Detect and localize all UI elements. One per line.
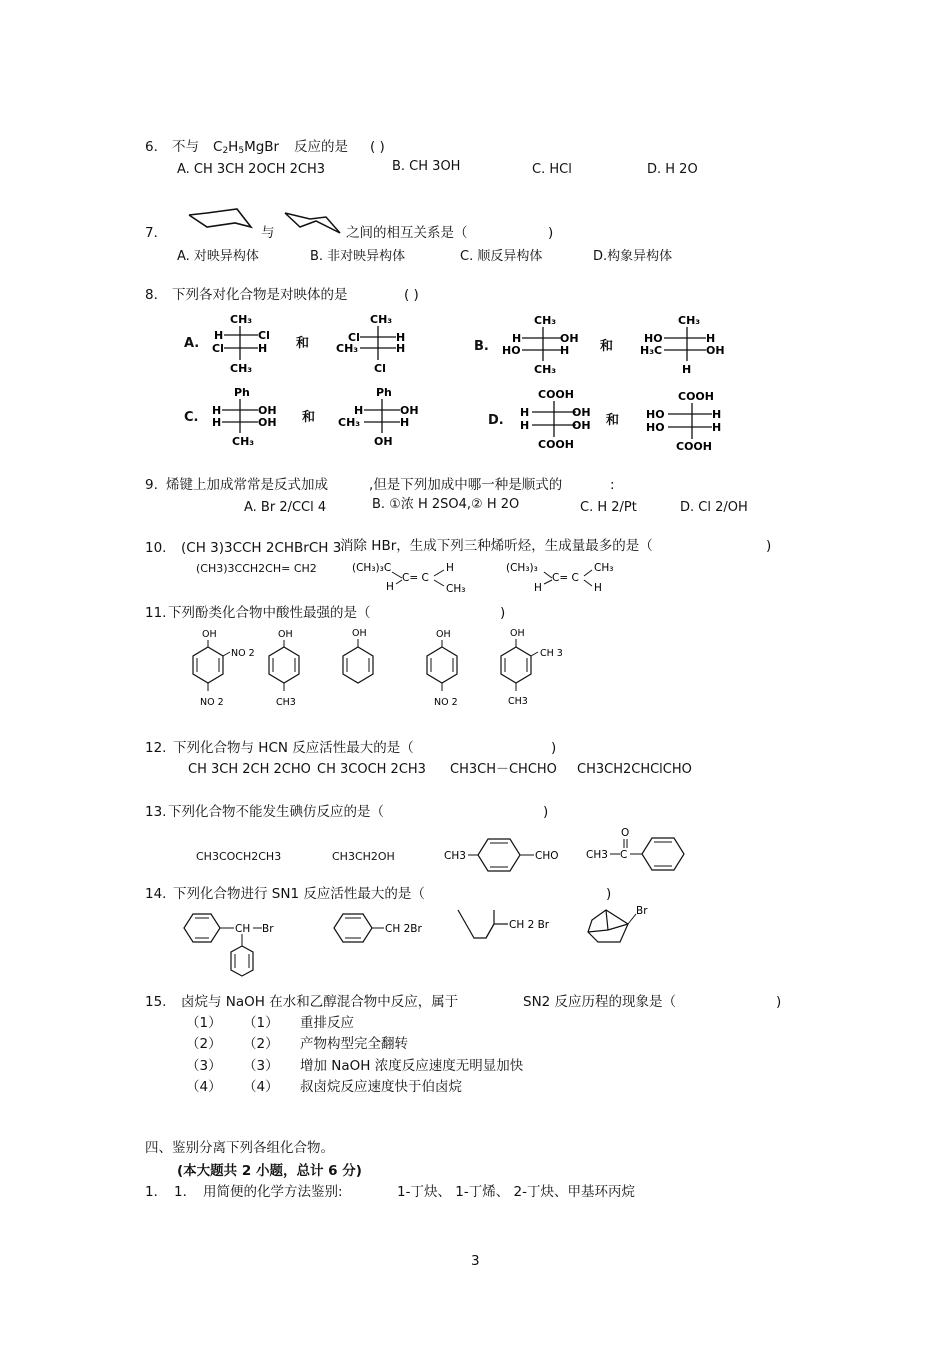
svg-text:H: H (214, 329, 224, 342)
svg-text:NO 2: NO 2 (231, 648, 255, 659)
q8-label-d: D. (488, 413, 504, 428)
section4-q1-items: 1-丁炔、 1-丁烯、 2-丁炔、甲基环丙烷 (397, 1184, 635, 1200)
q15-item-3-b: （3） (243, 1058, 279, 1074)
q15-item-4-a: （4） (186, 1079, 222, 1095)
q15-item-4-text: 叔卤烷反应速度快于伯卤烷 (300, 1079, 462, 1095)
svg-text:H: H (560, 344, 570, 357)
q6-option-c: C. HCl (532, 162, 572, 177)
q9-option-d: D. Cl 2/OH (680, 500, 748, 515)
q10-close: ) (766, 538, 772, 554)
q7-text: 之间的相互关系是（ (346, 225, 468, 241)
svg-text:CH3: CH3 (444, 850, 466, 862)
q14-text: 下列化合物进行 SN1 反应活性最大的是（ (173, 886, 425, 902)
q14-number: 14. (145, 886, 167, 902)
fischer-d1 (510, 387, 600, 451)
svg-text:CH₃: CH₃ (232, 435, 255, 448)
svg-text:CH₃: CH₃ (446, 583, 466, 595)
svg-text:H: H (534, 582, 542, 594)
svg-text:H: H (400, 416, 410, 429)
svg-text:COOH: COOH (538, 438, 574, 451)
q12-option-3: CH3CH－CHCHO (450, 762, 557, 777)
svg-text:C= C: C= C (402, 572, 429, 584)
svg-text:HO: HO (646, 421, 665, 434)
svg-text:Cl: Cl (348, 331, 360, 344)
fischer-a1 (208, 312, 288, 376)
q6-reagent: $C_2H_5MgBr$ (213, 139, 280, 156)
svg-text:Ph: Ph (234, 386, 250, 399)
q6-text: 不与 (172, 139, 199, 155)
q15-item-3-a: （3） (186, 1058, 222, 1074)
svg-text:H₃C: H₃C (640, 344, 663, 357)
svg-text:HO: HO (502, 344, 521, 357)
q8-label-a: A. (184, 336, 200, 351)
svg-text:CH₃: CH₃ (336, 342, 359, 355)
svg-text:CH₃: CH₃ (338, 416, 361, 429)
section4-q1-text: 用简便的化学方法鉴别: (203, 1184, 343, 1200)
svg-text:OH: OH (258, 416, 277, 429)
q8-and-4: 和 (606, 413, 620, 428)
svg-text:OH: OH (278, 629, 293, 640)
svg-text:COOH: COOH (538, 388, 574, 401)
q11-close: ) (500, 605, 506, 621)
svg-text:NO 2: NO 2 (200, 697, 224, 708)
svg-text:OH: OH (560, 332, 579, 345)
q7-and: 与 (261, 225, 275, 241)
q15-text: 卤烷与 NaOH 在水和乙醇混合物中反应，属于 (181, 994, 459, 1010)
svg-text:H: H (520, 419, 530, 432)
q8-text: 下列各对化合物是对映体的是 (172, 287, 348, 303)
q8-and-1: 和 (296, 336, 310, 351)
svg-text:CH₃: CH₃ (370, 313, 393, 326)
q8-number: 8． (145, 287, 168, 303)
svg-text:CH₃: CH₃ (534, 363, 557, 376)
svg-text:(CH₃)₃C: (CH₃)₃C (352, 562, 392, 574)
svg-text:H: H (386, 581, 394, 593)
fischer-a2 (330, 312, 415, 376)
phenol-4-nitro (427, 629, 458, 708)
svg-text:OH: OH (706, 344, 725, 357)
svg-text:Br: Br (262, 923, 274, 935)
q15-close: ) (776, 994, 782, 1010)
svg-text:NO 2: NO 2 (434, 697, 458, 708)
chair-conformation-2 (282, 205, 344, 235)
svg-text:OH: OH (400, 404, 419, 417)
q8-label-c: C. (184, 410, 199, 425)
svg-text:CH3: CH3 (508, 696, 528, 707)
q10-formula: (CH 3)3CCH 2CHBrCH 3 (181, 540, 342, 556)
svg-text:H: H (594, 582, 602, 594)
svg-text:H: H (706, 332, 716, 345)
svg-text:C: C (620, 849, 628, 861)
svg-text:H: H (446, 562, 454, 574)
svg-text:H: H (258, 342, 268, 355)
svg-text:CH₃: CH₃ (534, 314, 557, 327)
svg-text:Cl: Cl (258, 329, 270, 342)
chair-conformation-1 (185, 203, 255, 235)
q6-option-d: D. H 2O (647, 162, 698, 177)
svg-text:OH: OH (572, 406, 591, 419)
q13-option-1: CH3COCH2CH3 (196, 850, 282, 863)
svg-text:CH3: CH3 (586, 849, 608, 861)
q9-option-b: B. ①浓 H 2SO4,② H 2O (372, 497, 520, 512)
q10-alkene-1: (CH3)3CCH2CH= CH2 (196, 562, 317, 575)
p-tolualdehyde (444, 834, 574, 876)
q8-and-2: 和 (600, 339, 614, 354)
svg-text:Cl: Cl (374, 362, 386, 375)
q11-text: 下列酚类化合物中酸性最强的是（ (168, 605, 371, 621)
svg-text:CHO: CHO (535, 850, 559, 862)
section4-subtitle: (本大题共 2 小题，总计 6 分) (177, 1163, 362, 1179)
q14-close: ) (606, 886, 612, 902)
svg-text:CH₃: CH₃ (594, 562, 614, 574)
q10-text: 消除 HBr，生成下列三种烯听烃，生成量最多的是（ (340, 538, 653, 554)
svg-text:CH 2Br: CH 2Br (385, 923, 422, 935)
phenol-2-4-dimethyl (501, 628, 563, 707)
q6-text2: 反应的是 (294, 139, 348, 155)
section4-q1-number: 1． (145, 1184, 168, 1200)
svg-text:O: O (621, 827, 630, 839)
svg-text:H: H (212, 404, 222, 417)
q6-paren: ( ) (370, 139, 385, 155)
fischer-d2 (640, 389, 730, 453)
q15-item-1-b: （1） (243, 1015, 279, 1031)
svg-text:OH: OH (510, 628, 525, 639)
fischer-c1 (208, 385, 290, 449)
acetophenone (586, 826, 696, 874)
benzhydryl-bromide (180, 906, 290, 982)
q8-and-3: 和 (302, 410, 316, 425)
q6-option-b: B. CH 3OH (392, 159, 461, 174)
svg-text:H: H (520, 406, 530, 419)
svg-text:CH3: CH3 (276, 697, 296, 708)
q13-option-2: CH3CH2OH (332, 850, 395, 863)
q10-number: 10. (145, 540, 167, 556)
q13-text: 下列化合物不能发生碘仿反应的是（ (168, 804, 384, 820)
svg-text:H: H (212, 416, 222, 429)
q7-option-c: C. 顺反异构体 (460, 249, 543, 264)
q15-item-1-text: 重排反应 (300, 1015, 354, 1031)
q15-item-2-a: （2） (186, 1036, 222, 1052)
q9-number: 9. (145, 477, 158, 493)
bridgehead-bromide (584, 902, 664, 950)
svg-text:H: H (512, 332, 522, 345)
fischer-b2 (636, 313, 726, 377)
svg-text:H: H (682, 363, 692, 376)
svg-text:Ph: Ph (376, 386, 392, 399)
q6-option-a: A. CH 3CH 2OCH 2CH3 (177, 162, 326, 177)
section4-title: 四、鉴别分离下列各组化合物。 (145, 1140, 334, 1156)
svg-text:(CH₃)₃: (CH₃)₃ (506, 562, 538, 574)
svg-text:Cl: Cl (212, 342, 224, 355)
q10-alkene-2 (352, 558, 482, 598)
q7-option-a: A. 对映异构体 (177, 249, 259, 264)
section4-q1-number-2: 1． (174, 1184, 197, 1200)
svg-text:COOH: COOH (676, 440, 712, 453)
fischer-b1 (498, 313, 588, 377)
q15-item-3-text: 增加 NaOH 浓度反应速度无明显加快 (300, 1058, 524, 1074)
svg-text:OH: OH (352, 628, 367, 639)
svg-text:C= C: C= C (552, 572, 579, 584)
q12-option-2: CH 3COCH 2CH3 (317, 762, 426, 777)
svg-text:OH: OH (436, 629, 451, 640)
svg-text:CH₃: CH₃ (230, 362, 253, 375)
q15-item-4-b: （4） (243, 1079, 279, 1095)
svg-text:CH 3: CH 3 (540, 648, 563, 659)
q11-number: 11. (145, 605, 167, 621)
svg-text:H: H (712, 421, 722, 434)
q7-option-b: B. 非对映异构体 (310, 249, 406, 264)
page-number: 3 (471, 1253, 480, 1269)
q15-item-2-b: （2） (243, 1036, 279, 1052)
benzyl-bromide (330, 910, 430, 946)
q15-item-2-text: 产物构型完全翻转 (300, 1036, 408, 1052)
svg-text:CH₃: CH₃ (678, 314, 701, 327)
q15-item-1-a: （1） (186, 1015, 222, 1031)
svg-text:OH: OH (202, 629, 217, 640)
q9-option-a: A. Br 2/CCl 4 (244, 500, 327, 515)
q7-option-d: D.构象异构体 (593, 249, 673, 264)
q7-number: 7． (145, 225, 168, 241)
q12-close: ) (551, 740, 557, 756)
q12-option-4: CH3CH2CHClCHO (577, 762, 692, 777)
q9-text2: ,但是下列加成中哪一种是顺式的 (369, 477, 563, 493)
q12-option-1: CH 3CH 2CH 2CHO (188, 762, 311, 777)
q6-number: 6． (145, 139, 168, 155)
svg-text:OH: OH (572, 419, 591, 432)
q9-option-c: C. H 2/Pt (580, 500, 637, 515)
svg-text:Br: Br (636, 905, 648, 917)
q9-colon: : (610, 477, 615, 493)
q13-number: 13. (145, 804, 167, 820)
phenol (343, 628, 373, 683)
phenol-4-methyl (269, 629, 299, 708)
q9-text: 烯键上加成常常是反式加成 (166, 477, 328, 493)
svg-text:HO: HO (646, 408, 665, 421)
svg-text:OH: OH (374, 435, 393, 448)
q7-close: ) (548, 225, 554, 241)
svg-text:OH: OH (258, 404, 277, 417)
svg-text:H: H (396, 331, 406, 344)
q11-phenols (180, 625, 620, 713)
q8-label-b: B. (474, 339, 489, 354)
q8-paren: ( ) (404, 287, 419, 303)
svg-text:H: H (354, 404, 364, 417)
q12-text: 下列化合物与 HCN 反应活性最大的是（ (173, 740, 414, 756)
svg-text:HO: HO (644, 332, 663, 345)
q15-number: 15. (145, 994, 167, 1010)
q13-close: ) (543, 804, 549, 820)
q10-alkene-3 (506, 558, 636, 598)
svg-text:H: H (712, 408, 722, 421)
svg-text:CH₃: CH₃ (230, 313, 253, 326)
svg-text:H: H (396, 342, 406, 355)
fischer-c2 (336, 385, 426, 449)
svg-text:COOH: COOH (678, 390, 714, 403)
q15-text2: SN2 反应历程的现象是（ (523, 994, 677, 1010)
alkyl-bromide (456, 902, 566, 946)
q12-number: 12. (145, 740, 167, 756)
phenol-2-4-dinitro (193, 629, 255, 708)
svg-text:CH: CH (235, 923, 251, 935)
svg-text:CH 2 Br: CH 2 Br (509, 919, 550, 931)
